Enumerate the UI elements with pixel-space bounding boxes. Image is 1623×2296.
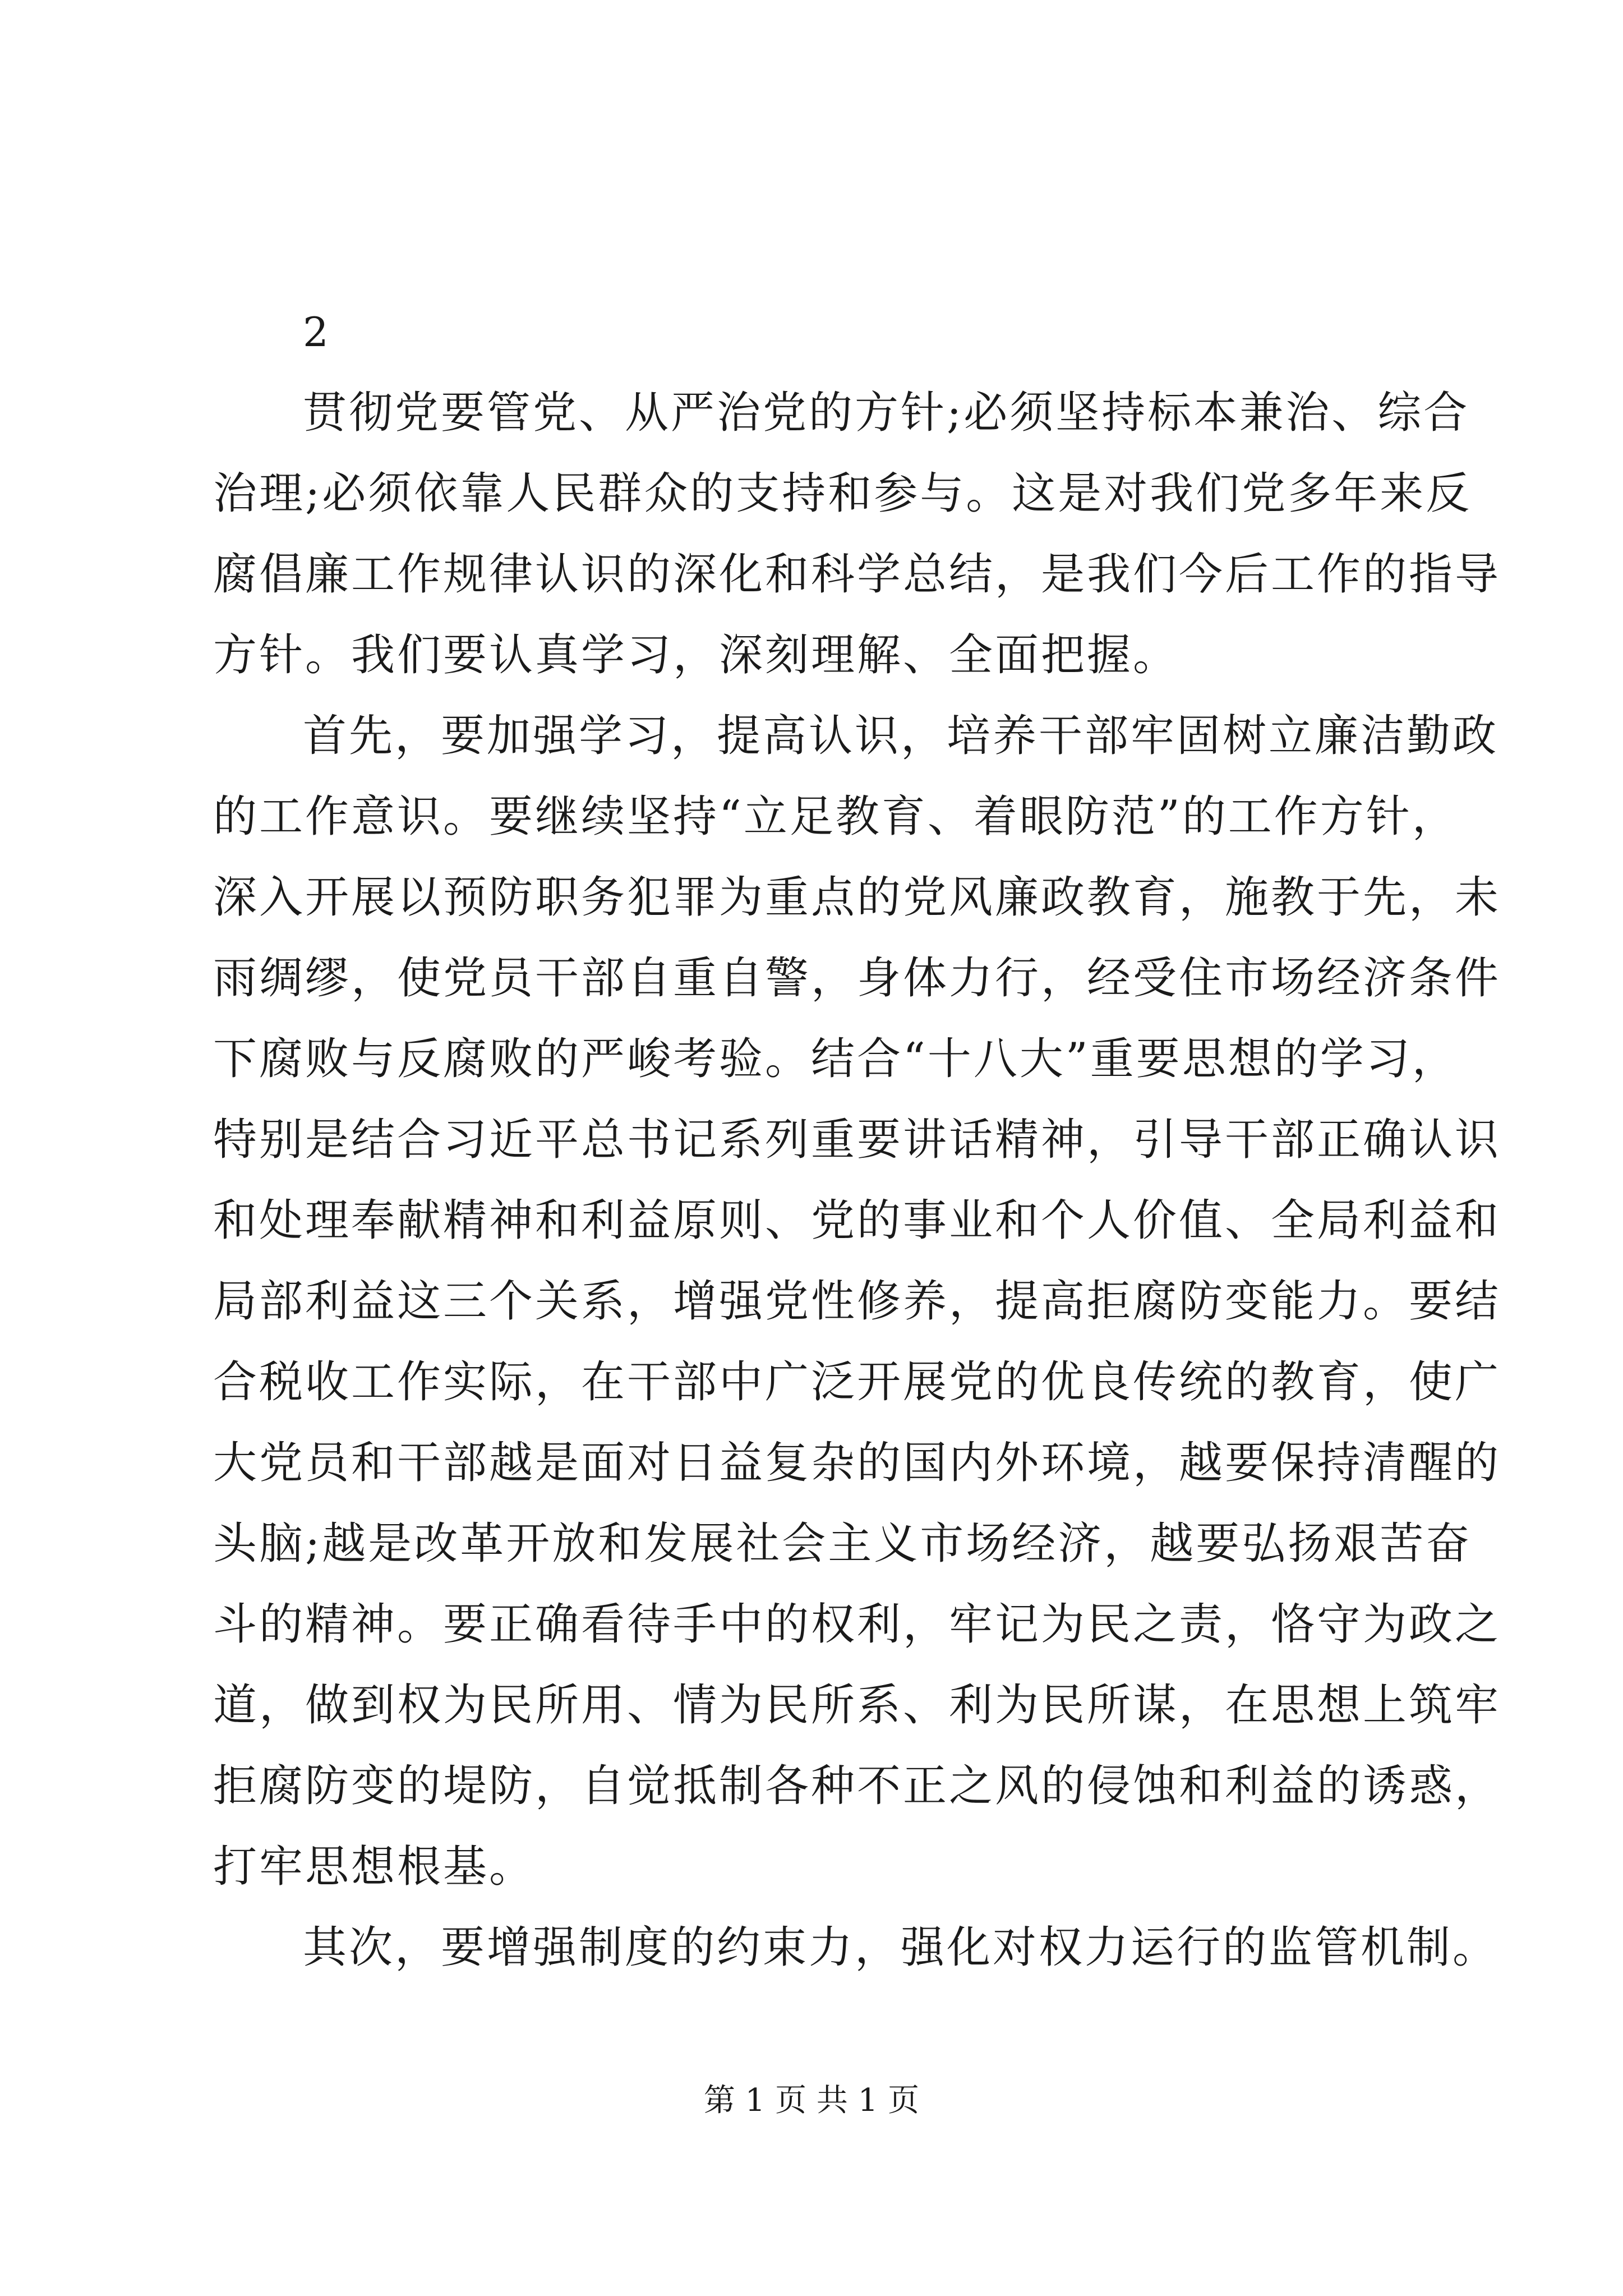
text-line: 拒腐防变的堤防，自觉抵制各种不正之风的侵蚀和利益的诱惑，	[213, 1761, 1501, 1811]
text-line: 方针。我们要认真学习，深刻理解、全面把握。	[213, 630, 1179, 680]
text-line: 头脑;越是改革开放和发展社会主义市场经济，越要弘扬艰苦奋	[213, 1519, 1472, 1569]
text-line: 其次，要增强制度的约束力，强化对权力运行的监管机制。	[303, 1922, 1499, 1973]
text-line: 深入开展以预防职务犯罪为重点的党风廉政教育，施教于先，未	[213, 872, 1501, 923]
text-line: 斗的精神。要正确看待手中的权利，牢记为民之责，恪守为政之	[213, 1599, 1501, 1650]
text-line: 打牢思想根基。	[213, 1842, 536, 1892]
text-line: 的工作意识。要继续坚持“立足教育、着眼防范”的工作方针，	[213, 792, 1458, 842]
text-line: 首先，要加强学习，提高认识，培养干部牢固树立廉洁勤政	[303, 711, 1499, 761]
text-line: 贯彻党要管党、从严治党的方针;必须坚持标本兼治、综合	[303, 388, 1470, 438]
text-line: 和处理奉献精神和利益原则、党的事业和个人价值、全局利益和	[213, 1195, 1501, 1246]
text-line: 腐倡廉工作规律认识的深化和科学总结，是我们今后工作的指导	[213, 549, 1501, 600]
page-marker: 2	[303, 309, 329, 356]
document-body	[213, 292, 1501, 1988]
text-line: 局部利益这三个关系，增强党性修养，提高拒腐防变能力。要结	[213, 1276, 1501, 1327]
text-line: 雨绸缪，使党员干部自重自警，身体力行，经受住市场经济条件	[213, 953, 1501, 1004]
text-line: 大党员和干部越是面对日益复杂的国内外环境，越要保持清醒的	[213, 1438, 1501, 1488]
text-line: 下腐败与反腐败的严峻考验。结合“十八大”重要思想的学习，	[213, 1034, 1458, 1084]
page-footer: 第 1 页 共 1 页	[703, 2082, 920, 2119]
text-line: 道，做到权为民所用、情为民所系、利为民所谋，在思想上筑牢	[213, 1680, 1501, 1731]
text-line: 特别是结合习近平总书记系列重要讲话精神，引导干部正确认识	[213, 1115, 1501, 1165]
text-line: 治理;必须依靠人民群众的支持和参与。这是对我们党多年来反	[213, 468, 1472, 519]
text-line: 合税收工作实际，在干部中广泛开展党的优良传统的教育，使广	[213, 1357, 1501, 1407]
